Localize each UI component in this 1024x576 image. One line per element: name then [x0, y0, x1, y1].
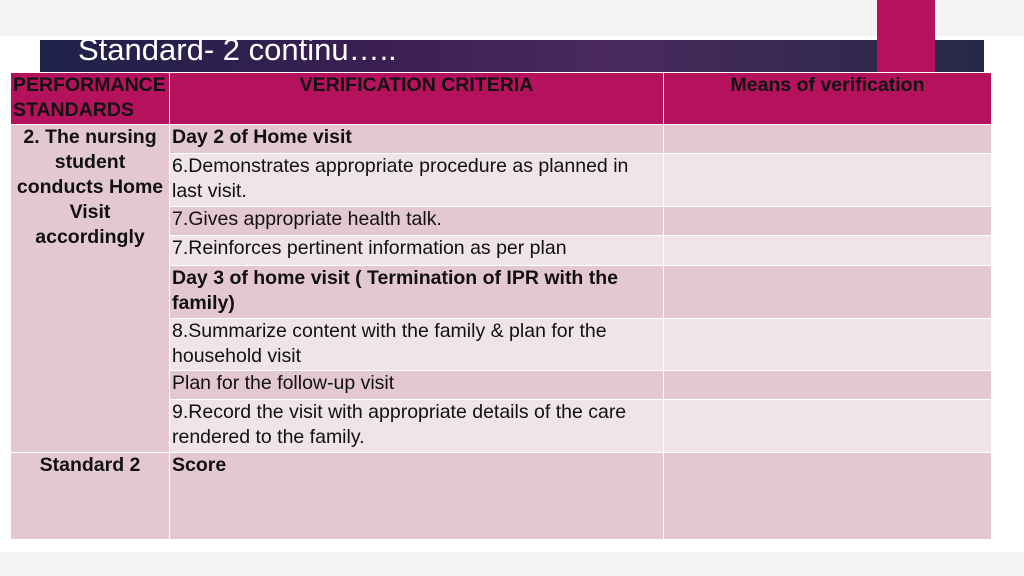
header-performance-standards: PERFORMANCE STANDARDS — [11, 73, 170, 125]
means-cell — [664, 125, 992, 154]
standard-label: Standard 2 — [11, 453, 170, 540]
means-cell — [664, 400, 992, 453]
criteria-cell: Day 3 of home visit ( Termination of IPR with the family) — [170, 266, 664, 319]
means-cell — [664, 371, 992, 400]
table-row — [11, 125, 992, 154]
slide-title: Standard- 2 continu….. — [78, 32, 397, 67]
criteria-cell: 7.Gives appropriate health talk. — [170, 207, 664, 236]
standard-description: 2. The nursing student conducts Home Visit accordingly — [11, 125, 170, 453]
means-cell — [664, 266, 992, 319]
criteria-cell: 8.Summarize content with the family & plan for the household visit — [170, 319, 664, 371]
score-row — [11, 453, 992, 540]
score-label: Score — [170, 453, 664, 540]
criteria-cell: 6.Demonstrates appropriate procedure as planned in last visit. — [170, 154, 664, 207]
means-cell — [664, 236, 992, 266]
criteria-cell: 9.Record the visit with appropriate details of the care rendered to the family. — [170, 400, 664, 453]
header-verification-criteria: VERIFICATION CRITERIA — [170, 73, 664, 125]
means-cell — [664, 207, 992, 236]
table-header-row — [11, 73, 992, 125]
score-means-cell — [664, 453, 992, 540]
criteria-cell: 7.Reinforces pertinent information as per plan — [170, 236, 664, 266]
verification-table — [10, 72, 992, 540]
means-cell — [664, 154, 992, 207]
header-means-of-verification: Means of verification — [664, 73, 992, 125]
criteria-cell: Day 2 of Home visit — [170, 125, 664, 154]
criteria-cell: Plan for the follow-up visit — [170, 371, 664, 400]
accent-bar — [877, 0, 935, 72]
bottom-background-strip — [0, 552, 1024, 576]
means-cell — [664, 319, 992, 371]
